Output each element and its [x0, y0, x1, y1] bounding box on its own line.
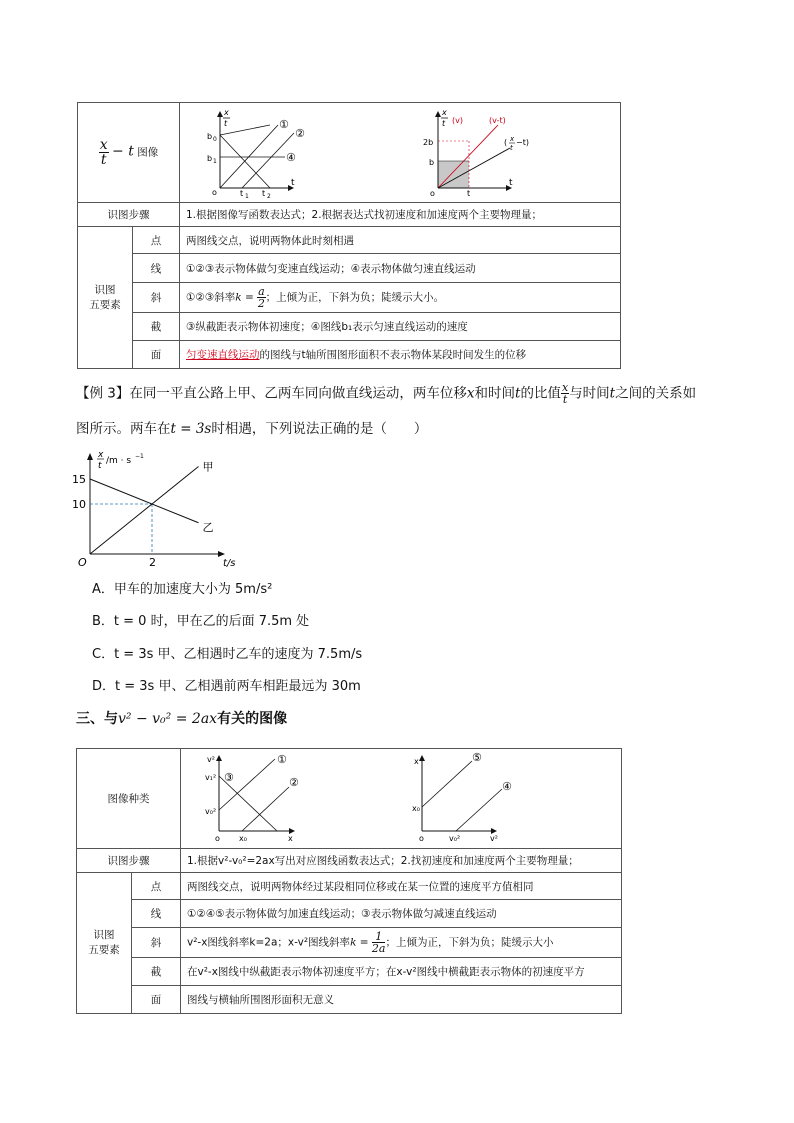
x-axis-label: t/s — [223, 558, 236, 569]
g2-paren-post: −t) — [516, 138, 529, 147]
option-a-text: 甲车的加速度大小为 5m/s² — [113, 582, 273, 597]
g2-paren-den: t — [510, 144, 513, 152]
g3-label-3: ③ — [224, 771, 234, 784]
g2-ylabel-num: x — [442, 108, 447, 117]
v2x-graphs-cell — [181, 749, 622, 849]
q-frac-num: x — [561, 381, 569, 394]
q-t: t — [515, 385, 521, 402]
t2-slope-post: ；上倾为正，下斜为负；陡缓示大小 — [385, 936, 554, 949]
option-d-letter: D． — [92, 679, 116, 694]
t2-elements-label-line1: 识图 — [93, 929, 115, 941]
g2-v-label: (v) — [452, 116, 463, 125]
q-text-a: 在同一平直公路上甲、乙两车同向做直线运动，两车位移 — [129, 385, 467, 402]
slope-fraction — [257, 286, 266, 309]
t2-elements-label-line2: 五要素 — [88, 944, 120, 956]
g2-origin: o — [430, 189, 435, 198]
row-text-point: 两图线交点，说明两物体此时刻相遇 — [180, 227, 621, 254]
t2-step-label-cell: 识图步骤 — [77, 849, 181, 873]
option-d[interactable] — [92, 675, 361, 694]
q-line2-a: 图所示。两车在 — [76, 421, 171, 437]
t2-row-text-slope — [181, 928, 622, 958]
xt-graphs-cell — [180, 103, 621, 203]
t2-slope-pre: v²-x图线斜率k=2a；x-v²图线斜率 — [187, 936, 351, 949]
section3-heading — [76, 708, 287, 728]
g3-label-2: ② — [289, 776, 299, 789]
example-question-line1 — [76, 382, 726, 405]
g3-ylabel: v² — [207, 755, 215, 764]
v2x-table — [76, 748, 622, 1014]
example-label: 【例 3】 — [76, 385, 130, 402]
row-text-area — [180, 341, 621, 369]
header-suffix: 图像 — [137, 146, 159, 159]
g4-v0: v₀² — [449, 834, 461, 843]
g1-label-4: ④ — [286, 151, 296, 164]
g1-b1-sub: 1 — [213, 158, 217, 165]
y-axis-arrow — [87, 453, 93, 460]
g1-t2-sub: 2 — [267, 193, 271, 199]
g1-ylabel-num: x — [224, 108, 229, 117]
g4-ylabel: x — [414, 757, 419, 766]
t2-row-key-slope: 斜 — [132, 928, 181, 958]
t2-slope-eq: = — [356, 936, 372, 949]
g4-label-4: ④ — [502, 780, 512, 793]
g3-line-3 — [219, 776, 277, 831]
section3-prefix: 三、与 — [76, 711, 118, 727]
t2-slope-num: 1 — [372, 931, 386, 943]
g4-x0: x₀ — [412, 804, 420, 813]
g1-line-3 — [220, 125, 270, 135]
q-t3: t = 3s — [170, 421, 212, 437]
x-over-t-fraction: $\frac{x}{t}$ — [99, 137, 108, 168]
g1-t-axis: t — [291, 178, 295, 188]
q-line2-b: 时相遇，下列说法正确的是（ ） — [211, 421, 428, 437]
v2x-graphs-svg — [181, 749, 621, 845]
g3-v0: v₀² — [205, 807, 217, 816]
step-text-cell: 1.根据图像写函数表达式；2.根据表达式找初速度和加速度两个主要物理量； — [180, 203, 621, 227]
xt-graph-2 — [423, 108, 529, 198]
row-key-slope: 斜 — [133, 283, 180, 313]
g3-v1: v₁² — [205, 773, 217, 782]
g3-label-1: ① — [277, 753, 287, 766]
q-text-c: 的比值 — [520, 385, 561, 402]
option-b-letter: B． — [92, 614, 114, 629]
y-label-unit: /m · s — [106, 456, 132, 466]
g4-line-5 — [422, 761, 472, 807]
g4-origin: o — [419, 834, 424, 843]
area-red-text: 匀变速直线运动 — [186, 349, 260, 361]
g1-b1: b — [207, 154, 213, 163]
g1-t1: t — [240, 189, 244, 198]
step-label-cell: 识图步骤 — [78, 203, 180, 227]
q-text-b: 和时间 — [474, 385, 516, 402]
q-text-e: 之间的关系如 — [615, 385, 697, 402]
v2x-graph-2 — [412, 751, 512, 843]
xt-graph-1 — [207, 108, 305, 199]
g3-origin: o — [215, 834, 220, 843]
slope-eq: = — [241, 291, 258, 304]
g2-tick-b: b — [429, 158, 435, 167]
series-yi-label: 乙 — [202, 520, 214, 534]
series-jia-label: 甲 — [202, 460, 214, 474]
g1-b0: b — [207, 132, 213, 141]
y-label-den: t — [98, 461, 102, 471]
option-a[interactable] — [92, 578, 272, 597]
t2-row-key-line: 线 — [132, 900, 181, 928]
xt-table — [77, 102, 621, 369]
area-text: 的图线与t轴所围图形面积不表示物体某段时间发生的位移 — [259, 349, 527, 361]
series-jia-line — [90, 467, 199, 555]
t2-slope-fraction — [372, 931, 386, 954]
option-d-text: t = 3s 甲、乙相遇前两车相距最远为 30m — [115, 679, 361, 694]
g2-t-tick: t — [467, 189, 471, 198]
q-fraction — [561, 382, 569, 405]
g1-t2: t — [262, 189, 266, 198]
kind-label-cell: 图像种类 — [77, 749, 181, 849]
slope-k: k — [235, 291, 242, 304]
q-frac-den: t — [562, 393, 568, 406]
t2-elements-label-cell — [77, 873, 132, 1014]
option-a-letter: A． — [92, 582, 114, 597]
option-c[interactable] — [92, 643, 362, 662]
y-tick-15: 15 — [72, 473, 86, 486]
g1-t1-sub: 1 — [245, 193, 249, 199]
t2-slope-den: 2a — [371, 942, 386, 955]
slope-den: 2 — [257, 297, 265, 310]
origin-label: O — [78, 556, 87, 569]
row-key-intercept: 截 — [133, 313, 180, 341]
g1-label-1: ① — [279, 118, 289, 131]
slope-num: a — [258, 285, 265, 298]
y-label-exp: −1 — [135, 453, 144, 460]
row-text-intercept: ③纵截距表示物体初速度；④图线b₁表示匀速直线运动的速度 — [180, 313, 621, 341]
t2-slope-k: k — [350, 936, 357, 949]
g4-v2: v² — [490, 834, 498, 843]
elements-label-line1: 识图 — [94, 283, 116, 296]
row-key-area: 面 — [133, 341, 180, 369]
y-label-num: x — [98, 450, 104, 460]
option-b[interactable] — [92, 610, 309, 629]
t2-row-key-intercept: 截 — [132, 958, 181, 986]
slope-pre: ①②③斜率 — [186, 291, 236, 304]
g4-line-4 — [456, 789, 502, 831]
option-c-text: t = 3s 甲、乙相遇时乙车的速度为 7.5m/s — [114, 647, 363, 662]
g1-b0-sub: 0 — [213, 136, 217, 143]
t2-row-text-line: ①②④⑤表示物体做匀加速直线运动；③表示物体做匀减速直线运动 — [181, 900, 622, 928]
row-text-line: ①②③表示物体做匀变速直线运动；④表示物体做匀速直线运动 — [180, 254, 621, 283]
t2-row-key-point: 点 — [132, 873, 181, 900]
g1-line-1 — [220, 125, 278, 188]
g2-vt-label: (v-t) — [489, 116, 506, 125]
t2-row-key-area: 面 — [132, 986, 181, 1014]
t2-row-text-area: 图线与横轴所围图形面积无意义 — [181, 986, 622, 1014]
elements-label-line2: 五要素 — [89, 298, 121, 311]
g1-label-2: ② — [295, 127, 305, 140]
series-yi-line — [90, 479, 199, 523]
g2-paren-pre: ( — [504, 138, 508, 147]
q-t2: t — [609, 385, 616, 402]
g2-ylabel-den: t — [442, 119, 446, 128]
row-text-slope — [180, 283, 621, 313]
x-tick-2: 2 — [149, 556, 156, 569]
t2-row-text-intercept: 在v²-x图线中纵截距表示物体初速度平方；在x-v²图线中横截距表示物体的初速度平方 — [181, 958, 622, 986]
elements-label-cell — [78, 227, 133, 369]
g1-origin: o — [212, 188, 217, 197]
g3-x0: x₀ — [239, 834, 247, 843]
g3-line-2 — [242, 787, 289, 831]
row-key-point: 点 — [133, 227, 180, 254]
v2x-graph-1 — [205, 753, 299, 843]
t2-row-text-point: 两图线交点，说明两物体经过某段相同位移或在某一位置的速度平方值相同 — [181, 873, 622, 900]
example-question-line2 — [76, 419, 427, 439]
g3-x: x — [288, 834, 293, 843]
row-key-line: 线 — [133, 254, 180, 283]
option-b-text: t = 0 时，甲在乙的后面 7.5m 处 — [113, 614, 310, 629]
q-text-d: 与时间 — [569, 385, 610, 402]
slope-post: ；上倾为正，下斜为负；陡缓示大小。 — [265, 291, 445, 304]
section3-suffix: 有关的图像 — [217, 711, 288, 727]
option-c-letter: C． — [92, 647, 115, 662]
t2-step-text-cell: 1.根据v²-v₀²=2ax写出对应图线函数表达式；2.找初速度和加速度两个主要物理量； — [181, 849, 622, 873]
g2-t-axis: t — [509, 178, 513, 188]
example-chart — [60, 446, 240, 574]
g4-label-5: ⑤ — [472, 751, 482, 764]
xt-header-cell: $\frac{x}{t}$ − t 图像 — [78, 103, 180, 203]
xt-graphs-svg — [180, 103, 620, 199]
g2-paren-num: x — [510, 135, 515, 143]
y-tick-10: 10 — [72, 498, 86, 511]
q-x: x — [466, 385, 475, 402]
g2-tick-2b: 2b — [423, 138, 434, 147]
g1-ylabel-den: t — [224, 119, 228, 128]
x-axis-arrow — [218, 551, 225, 557]
section3-formula: v² − v₀² = 2ax — [118, 711, 218, 727]
